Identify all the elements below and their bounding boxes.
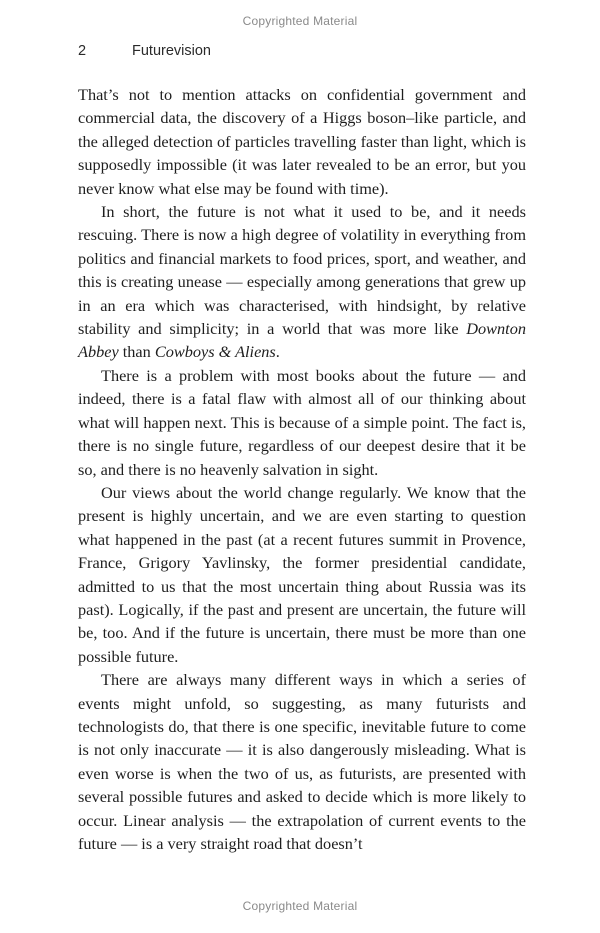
paragraph-5: There are always many different ways in which a series of events might unfold, so suggesting, as many futurists and technologists do, that there is one specific, inevitable future to come is not only inaccurate — it is also dangerously misleading. What is even worse is when the two of us, as futurists, are presented with several possible futures and asked to decide which is more likely to occur. Linear analysis — the extrapolation of current events to the future — is a very straight road that doesn’t — [78, 670, 526, 853]
running-header — [78, 43, 211, 59]
copyright-watermark-top: Copyrighted Material — [242, 14, 358, 28]
paragraph-2 — [78, 200, 526, 364]
paragraph-1: That’s not to mention attacks on confidential government and commercial data, the discovery of a Higgs boson–like particle, and the alleged detection of particles travelling faster than light, which is supposedly impossible (it was later revealed to be an error, but you never know what else may be found with time). — [78, 85, 526, 198]
book-title: Futurevision — [132, 43, 211, 59]
paragraph-2-text: In short, the future is not what it used to be, and it needs rescuing. There is now a high degree of volatility in everything from politics and financial markets to food prices, sport, and weather, and this is creating unease — especially among generations that grew up in an era which was characterised, with hindsight, by relative stability and simplicity; in a world that was more like — [78, 202, 526, 339]
copyright-watermark-bottom: Copyrighted Material — [242, 899, 358, 913]
page-number: 2 — [78, 43, 87, 59]
paragraph-3: There is a problem with most books about the future — and indeed, there is a fatal flaw with almost all of our thinking about what will happen next. This is because of a simple point. The fact is, there is no single future, regardless of our deepest desire that it be so, and there is no heavenly salvation in sight. — [78, 365, 526, 479]
paragraph-2-between: than — [118, 342, 155, 362]
title-downton-abbey: Downton Abbey — [78, 319, 526, 362]
paragraph-4: Our views about the world change regularly. We know that the present is highly uncertain, and we are even starting to question what happened in the past (at a recent futures summit in Provence, France, Grigory Yavlinsky, the former presidential candidate, admitted to us that the most uncertain thing about Russia was its past). Logically, if the past and present are uncertain, the future will be, too. And if the future is uncertain, there must be more than one possible future. — [78, 482, 526, 666]
body-text — [78, 83, 526, 855]
title-cowboys-aliens: Cowboys & Aliens — [154, 342, 276, 362]
paragraph-2-end: . — [275, 342, 280, 362]
